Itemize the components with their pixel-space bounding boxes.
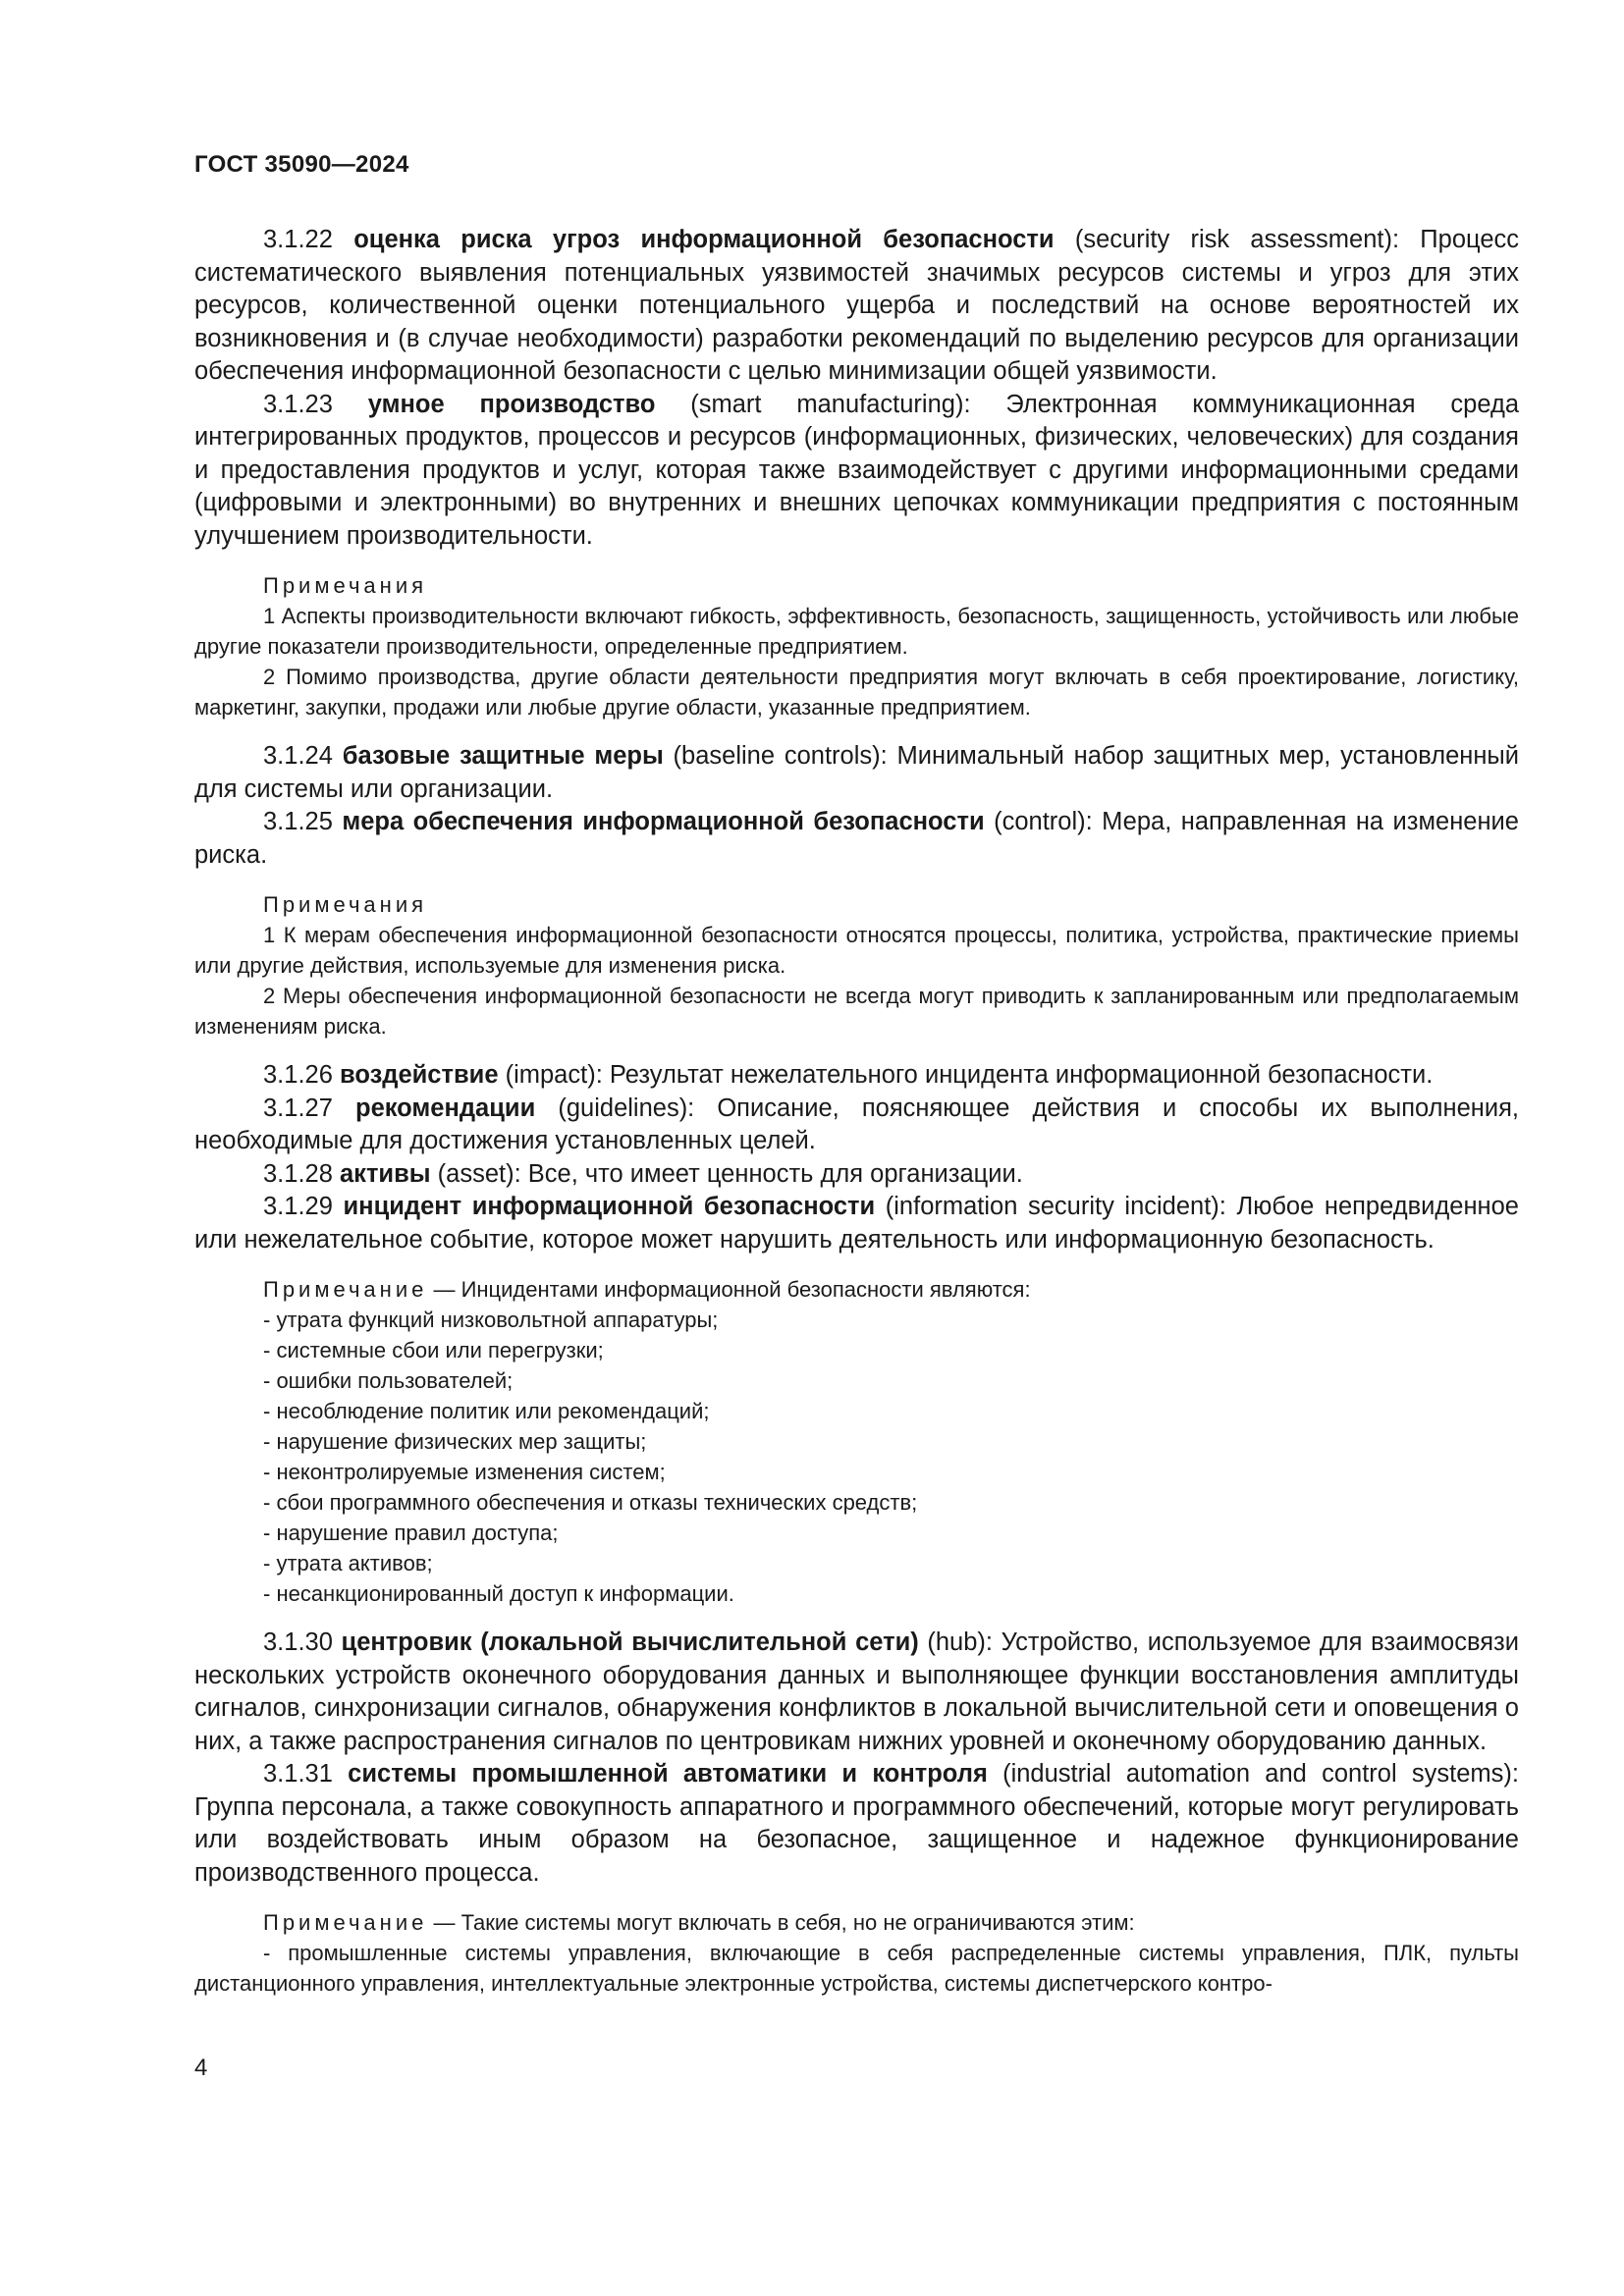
- incident-list: [194, 1305, 1519, 1609]
- note-item: 1 К мерам обеспечения информационной безопасности относятся процессы, политика, устройства, практические приемы или другие действия, используемые для изменения риска.: [194, 923, 1519, 978]
- note-item: 1 Аспекты производительности включают гибкость, эффективность, безопасность, защищенность, устойчивость или любые другие показатели производительности, определенные предприятием.: [194, 604, 1519, 659]
- list-item: - ошибки пользователей;: [263, 1368, 514, 1393]
- definition-text: (control): Мера, направленная на изменение риска.: [194, 808, 1519, 869]
- term: рекомендации: [355, 1094, 536, 1122]
- definition-3-1-27: [194, 1093, 1519, 1158]
- definition-text: (asset): Все, что имеет ценность для организации.: [430, 1159, 1023, 1188]
- list-item: - системные сбои или перегрузки;: [263, 1338, 604, 1362]
- term: оценка риска угроз информационной безопасности: [353, 226, 1055, 253]
- list-item: - несанкционированный доступ к информации.: [263, 1581, 734, 1606]
- term: умное производство: [367, 390, 656, 418]
- definition-text: (guidelines): Описание, поясняющее действия и способы их выполнения, необходимые для достижения установленных целей.: [194, 1094, 1520, 1154]
- definition-3-1-30: [194, 1627, 1519, 1758]
- note-line: [263, 1907, 1519, 1938]
- list-item: - нарушение правил доступа;: [263, 1521, 559, 1545]
- clause-number: 3.1.24: [263, 742, 333, 770]
- note-item: 2 Помимо производства, другие области деятельности предприятия могут включать в себя проектирование, логистику, маркетинг, закупки, продажи или любые другие области, указанные предприятием.: [194, 665, 1519, 720]
- note-dash: —: [427, 1277, 461, 1302]
- document-header: ГОСТ 35090—2024: [194, 151, 409, 178]
- clause-number: 3.1.28: [263, 1159, 333, 1188]
- note-item: 2 Меры обеспечения информационной безопасности не всегда могут приводить к запланированным или предполагаемым изменениям риска.: [194, 984, 1519, 1039]
- term: инцидент информационной безопасности: [343, 1193, 876, 1220]
- definition-text: (baseline controls): Минимальный набор защитных мер, установленный для системы или организации.: [194, 742, 1519, 803]
- note-label: Примечание: [263, 1910, 428, 1935]
- definition-3-1-31: [194, 1758, 1519, 1890]
- list-item: - утрата функций низковольтной аппаратуры;: [263, 1308, 719, 1332]
- definition-text: (industrial automation and control systems): Группа персонала, а также совокупность аппаратного и программного обеспечений, которые могут регулировать или воздействовать иным образом на безопасное, защищенное и надежное функционирование производственного процесса.: [194, 1760, 1519, 1887]
- document-body: [194, 224, 1519, 1999]
- definition-3-1-29: [194, 1191, 1519, 1256]
- term: мера обеспечения информационной безопасности: [342, 808, 985, 835]
- definition-text: (information security incident): Любое непредвиденное или нежелательное событие, которое может нарушить деятельность или информационную безопасность.: [194, 1193, 1519, 1254]
- term: системы промышленной автоматики и контроля: [348, 1760, 988, 1788]
- term: воздействие: [340, 1061, 499, 1089]
- list-item: - сбои программного обеспечения и отказы технических средств;: [263, 1490, 918, 1515]
- clause-number: 3.1.23: [263, 390, 333, 418]
- term: базовые защитные меры: [342, 742, 664, 770]
- notes-heading: Примечания: [263, 892, 428, 917]
- definition-text: (smart manufacturing): Электронная коммуникационная среда интегрированных продуктов, процессов и ресурсов (информационных, физических, человеческих) для создания и предоставления продуктов и услуг, которая также взаимодействует с другими информационными средами (цифровыми и электронными) во внутренних и внешних цепочках коммуникации предприятия с постоянным улучшением производительности.: [194, 390, 1520, 550]
- clause-number: 3.1.22: [263, 226, 333, 253]
- definition-3-1-28: [194, 1158, 1519, 1192]
- definition-text: (hub): Устройство, используемое для взаимосвязи нескольких устройств оконечного оборудования данных и выполняющее функции восстановления амплитуды сигналов, синхронизации сигналов, обнаружения конфликтов в локальной вычислительной сети и оповещения о них, а также распространения сигналов по центровикам нижних уровней и оконечному оборудованию данных.: [194, 1629, 1519, 1755]
- note-dash: —: [427, 1910, 461, 1935]
- list-item: - утрата активов;: [263, 1551, 433, 1575]
- list-item: - неконтролируемые изменения систем;: [263, 1460, 666, 1484]
- note-item: - промышленные системы управления, включающие в себя распределенные системы управления, ПЛК, пульты дистанционного управления, интеллектуальные электронные устройства, системы диспетчерского контро-: [194, 1941, 1519, 1996]
- page-number: 4: [194, 2055, 208, 2081]
- clause-number: 3.1.30: [263, 1629, 333, 1656]
- list-item: - несоблюдение политик или рекомендаций;: [263, 1399, 710, 1423]
- note-label: Примечание: [263, 1277, 428, 1302]
- clause-number: 3.1.25: [263, 808, 333, 835]
- clause-number: 3.1.26: [263, 1061, 333, 1089]
- clause-number: 3.1.29: [263, 1193, 333, 1220]
- definition-text: (security risk assessment): Процесс систематического выявления потенциальных уязвимостей значимых ресурсов системы и угроз для этих ресурсов, количественной оценки потенциального ущерба и последствий на основе вероятностей их возникновения и (в случае необходимости) разработки рекомендаций по выделению ресурсов для организации обеспечения информационной безопасности с целью минимизации общей уязвимости.: [194, 226, 1519, 385]
- definition-3-1-23: [194, 389, 1519, 554]
- notes-heading: Примечания: [263, 573, 428, 598]
- definition-text: (impact): Результат нежелательного инцидента информационной безопасности.: [498, 1061, 1434, 1089]
- term: активы: [340, 1159, 431, 1188]
- note-text: Инцидентами информационной безопасности являются:: [460, 1277, 1031, 1302]
- definition-3-1-26: [194, 1059, 1519, 1093]
- clause-number: 3.1.31: [263, 1760, 333, 1788]
- list-item: - нарушение физических мер защиты;: [263, 1429, 647, 1454]
- definition-3-1-24: [194, 740, 1519, 806]
- definition-3-1-25: [194, 806, 1519, 872]
- clause-number: 3.1.27: [263, 1094, 333, 1122]
- term: центровик (локальной вычислительной сети): [341, 1629, 919, 1656]
- definition-3-1-22: [194, 224, 1519, 389]
- note-line: [263, 1274, 1519, 1305]
- note-text: Такие системы могут включать в себя, но не ограничиваются этим:: [460, 1910, 1135, 1935]
